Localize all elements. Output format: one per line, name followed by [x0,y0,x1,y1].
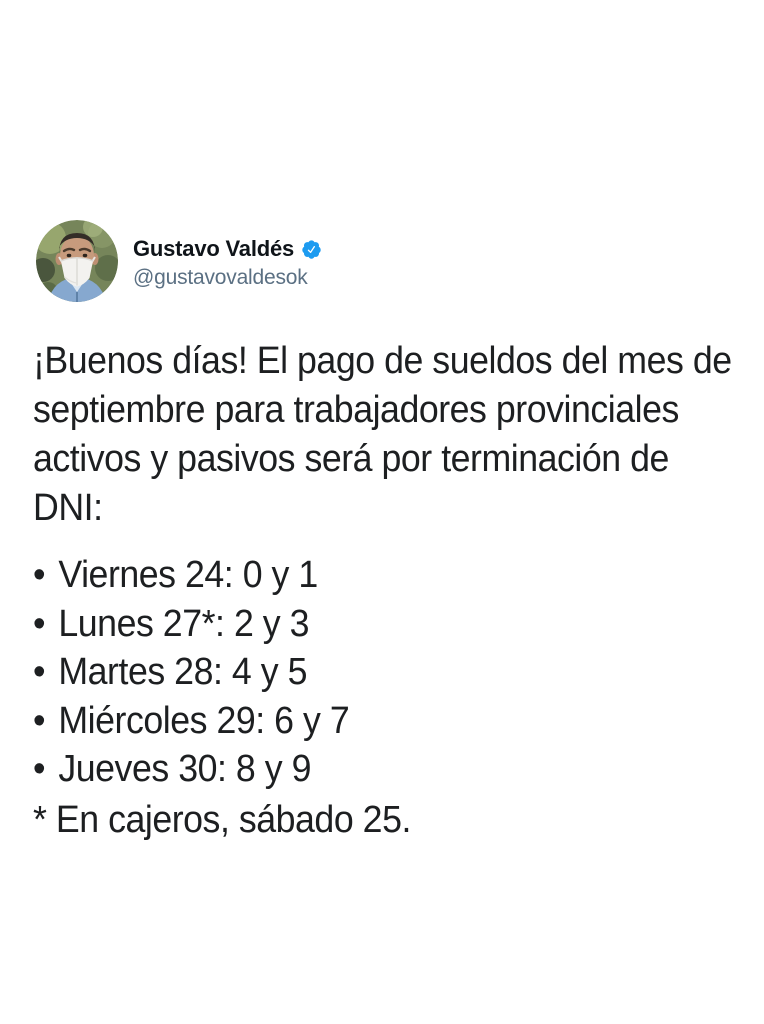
bullet-marker: • [33,602,46,645]
tweet-text [33,337,732,533]
tweet-bullet-list [33,551,349,794]
bullet-marker: • [33,748,46,790]
author-name[interactable]: Gustavo Valdés [133,236,295,261]
tweet-text-line: activos y pasivos será por terminación de [33,438,669,480]
verified-badge-icon [301,239,322,260]
bullet-text: Lunes 27*: 2 y 3 [58,602,310,645]
bullet-item [33,745,349,794]
bullet-item [33,600,349,649]
tweet-header [36,220,322,302]
bullet-marker: • [33,699,46,742]
tweet-text-line: ¡Buenos días! El pago de sueldos del mes de [33,340,732,382]
author-handle[interactable]: @gustavovaldesok [133,266,308,289]
bullet-marker: • [33,651,46,693]
avatar[interactable] [36,220,118,302]
bullet-text: Martes 28: 4 y 5 [58,651,307,693]
bullet-marker: • [33,554,46,596]
bullet-item [33,697,349,746]
tweet-text-line: DNI: [33,487,103,529]
bullet-text: Viernes 24: 0 y 1 [58,554,318,596]
author-block [133,220,322,291]
tweet-text-line: septiembre para trabajadores provinciales [33,389,679,431]
bullet-text: Jueves 30: 8 y 9 [58,748,311,790]
author-name-row [133,236,322,262]
tweet-footnote: * En cajeros, sábado 25. [33,799,411,841]
avatar-image [36,220,118,302]
bullet-item [33,648,349,697]
bullet-text: Miércoles 29: 6 y 7 [58,699,350,742]
bullet-item [33,551,349,600]
